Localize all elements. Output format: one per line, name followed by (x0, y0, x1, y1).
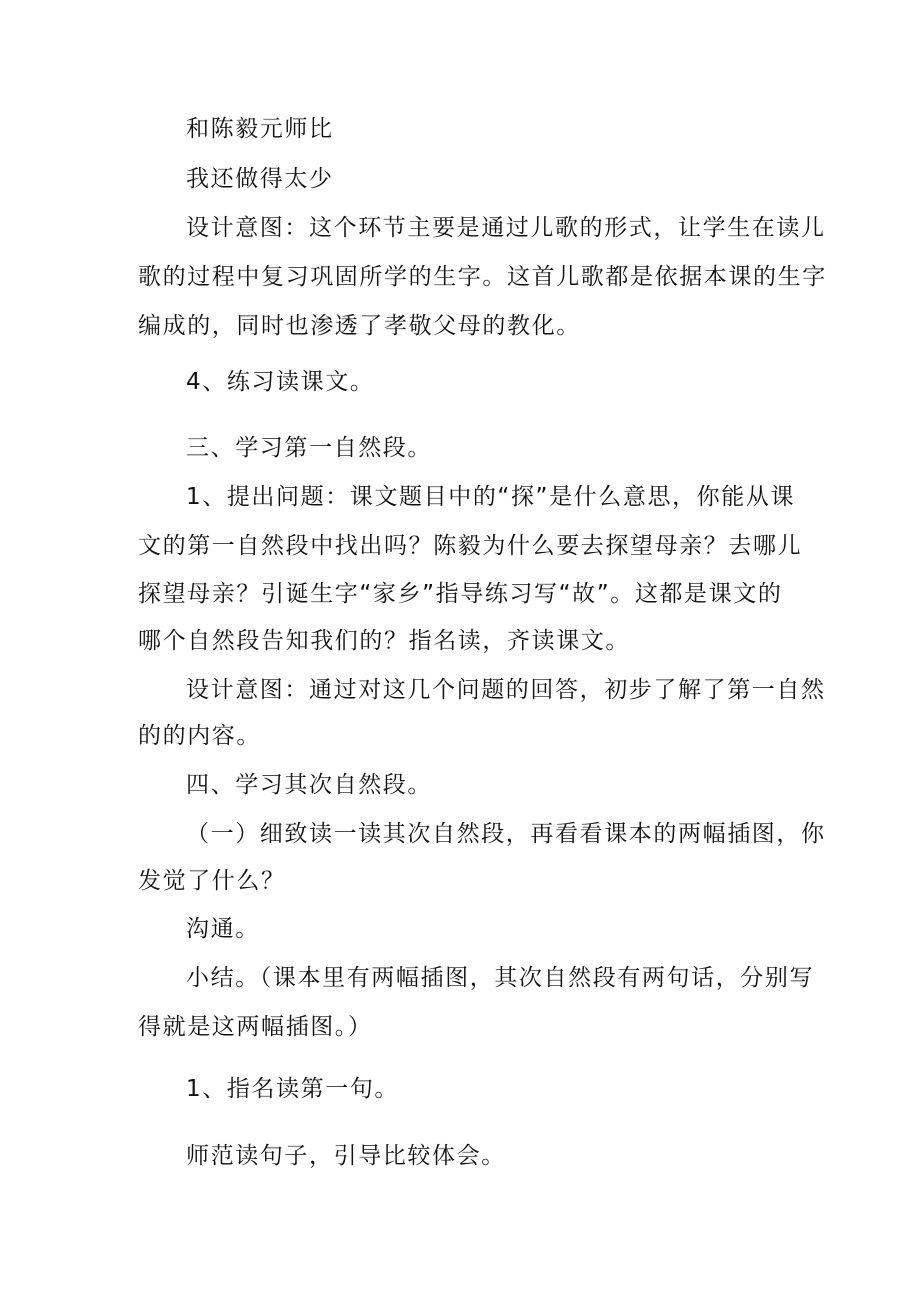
step-4-heading: 4、练习读课文。 (186, 369, 375, 395)
reading-task-line-2: 发觉了什么？ (138, 868, 286, 894)
design-intent-2-line-2: 的的内容。 (138, 723, 261, 749)
poem-line-1: 和陈毅元师比 (186, 116, 334, 142)
design-intent-1-line-1: 设计意图：这个环节主要是通过儿歌的形式，让学生在读儿 (186, 215, 826, 241)
question-para-line-4: 哪个自然段告知我们的？指名读，齐读课文。 (138, 628, 630, 654)
summary-line-1: 小结。（课本里有两幅插图，其次自然段有两句话，分别写 (186, 965, 815, 991)
question-para-line-3: 探望母亲？引诞生字“家乡”指导练习写“故”。这都是课文的 (138, 581, 783, 607)
step-1-read-line: 1、指名读第一句。 (186, 1076, 400, 1102)
design-intent-1-line-2: 歌的过程中复习巩固所学的生字。这首儿歌都是依据本课的生字 (138, 264, 827, 290)
communicate-line: 沟通。 (186, 916, 260, 942)
design-intent-1-line-3: 编成的，同时也渗透了孝敬父母的教化。 (138, 313, 581, 339)
teacher-model-line: 师范读句子，引导比较体会。 (186, 1143, 506, 1169)
design-intent-2-line-1: 设计意图：通过对这几个问题的回答，初步了解了第一自然 (186, 677, 826, 703)
reading-task-line-1: （一）细致读一读其次自然段，再看看课本的两幅插图，你 (186, 821, 826, 847)
question-para-line-1: 1、提出问题：课文题目中的“探”是什么意思，你能从课 (186, 484, 796, 510)
question-para-line-2: 文的第一自然段中找出吗？陈毅为什么要去探望母亲？去哪儿 (138, 533, 803, 559)
section-4-heading: 四、学习其次自然段。 (186, 772, 432, 798)
summary-line-2: 得就是这两幅插图。） (138, 1014, 373, 1040)
poem-line-2: 我还做得太少 (186, 166, 334, 192)
section-3-heading: 三、学习第一自然段。 (186, 435, 432, 461)
